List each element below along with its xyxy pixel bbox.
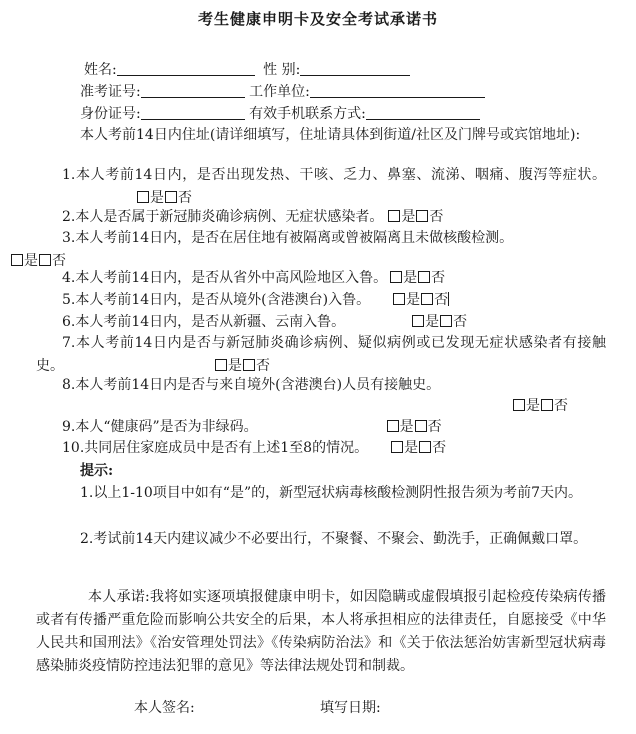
- no-checkbox[interactable]: [418, 271, 430, 283]
- item-8-text: 8.本人考前14日内是否与来自境外(含港澳台)人员有接触史。: [62, 377, 441, 393]
- gender-label: 性 别:: [263, 62, 301, 78]
- address-intro: 本人考前14日内住址(请详细填写，住址请具体到街道/社区及门牌号或宾馆地址):: [80, 127, 581, 143]
- id-card-field[interactable]: [141, 105, 245, 120]
- yes-checkbox[interactable]: [412, 315, 424, 327]
- work-unit-label: 工作单位:: [249, 84, 310, 100]
- yes-label: 是: [403, 270, 418, 286]
- signature-label: 本人签名:: [134, 700, 195, 716]
- exam-id-label: 准考证号:: [80, 84, 141, 100]
- no-label: 否: [431, 270, 446, 286]
- item-6: [62, 312, 467, 332]
- no-checkbox[interactable]: [416, 210, 428, 222]
- yes-label: 是: [425, 314, 440, 330]
- item-1-choices: [136, 190, 192, 206]
- no-checkbox[interactable]: [415, 420, 427, 432]
- no-label: 否: [427, 419, 442, 435]
- no-checkbox[interactable]: [541, 399, 553, 411]
- no-label: 否: [554, 398, 568, 414]
- item-10: [62, 438, 446, 458]
- item-4: [62, 268, 445, 288]
- yes-checkbox[interactable]: [215, 359, 227, 371]
- gender-field[interactable]: [300, 61, 410, 76]
- id-card-label: 身份证号:: [80, 106, 141, 122]
- no-label: 否: [434, 292, 449, 308]
- yes-label: 是: [399, 419, 414, 435]
- item-4-text: 4.本人考前14日内，是否从省外中高风险地区入鲁。: [62, 270, 388, 286]
- pledge-text: 本人承诺:我将如实逐项填报健康申明卡，如因隐瞒或虚假填报引起检疫传染病传播或者有传播严重危险而影响公共安全的后果，本人将承担相应的法律责任，自愿接受《中华人民共和国刑法》《治安管理处罚法》《传染病防治法》和《关于依法惩治妨害新型冠状病毒感染肺炎疫情防控违法犯罪的意见》等法律法规处罚和制裁。: [36, 589, 606, 674]
- item-2: [62, 207, 443, 227]
- no-label: 否: [432, 440, 447, 456]
- yes-checkbox[interactable]: [393, 293, 405, 305]
- no-checkbox[interactable]: [39, 254, 51, 266]
- no-checkbox[interactable]: [243, 359, 255, 371]
- yes-checkbox[interactable]: [390, 271, 402, 283]
- text-cursor: [448, 292, 449, 306]
- no-checkbox[interactable]: [440, 315, 452, 327]
- name-field[interactable]: [117, 61, 255, 76]
- yes-label: 是: [401, 209, 416, 225]
- yes-checkbox[interactable]: [137, 191, 149, 203]
- tip-1: 1.以上1-10项目中如有“是”的，新型冠状病毒核酸检测阴性报告须为考前7天内。: [80, 485, 583, 501]
- item-6-text: 6.本人考前14日内，是否从新疆、云南入鲁。: [62, 314, 346, 330]
- item-1-text: 1.本人考前14日内，是否出现发热、干咳、乏力、鼻塞、流涕、咽痛、腹泻等症状。: [62, 167, 606, 183]
- tips-title: 提示:: [80, 463, 114, 479]
- yes-label: 是: [24, 253, 38, 269]
- no-checkbox[interactable]: [421, 293, 433, 305]
- item-2-text: 2.本人是否属于新冠肺炎确诊病例、无症状感染者。: [62, 209, 384, 225]
- item-8-choices: [512, 396, 568, 416]
- item-5-text: 5.本人考前14日内，是否从境外(含港澳台)入鲁。: [62, 292, 371, 308]
- no-label: 否: [256, 358, 270, 374]
- name-label: 姓名:: [84, 62, 117, 78]
- item-3: [24, 227, 606, 273]
- item-7-text: 7.本人考前14日内是否与新冠肺炎确诊病例、疑似病例或已发现无症状感染者有接触史。: [36, 335, 606, 374]
- no-checkbox[interactable]: [419, 441, 431, 453]
- id-card-row: [80, 104, 480, 124]
- item-9: [62, 417, 442, 437]
- exam-id-field[interactable]: [141, 83, 245, 98]
- yes-checkbox[interactable]: [11, 254, 23, 266]
- yes-checkbox[interactable]: [388, 210, 400, 222]
- yes-label: 是: [406, 292, 421, 308]
- item-7: [36, 332, 606, 378]
- item-10-text: 10.共同居住家庭成员中是否有上述1至8的情况。: [62, 440, 369, 456]
- work-unit-field[interactable]: [310, 83, 485, 98]
- item-3-text: 3.本人考前14日内，是否在居住地有被隔离或曾被隔离且未做核酸检测。: [62, 230, 514, 246]
- yes-label: 是: [150, 190, 164, 206]
- yes-label: 是: [526, 398, 540, 414]
- item-1: [36, 164, 606, 210]
- phone-field[interactable]: [366, 105, 480, 120]
- no-label: 否: [453, 314, 468, 330]
- no-label: 否: [178, 190, 192, 206]
- yes-checkbox[interactable]: [513, 399, 525, 411]
- document-title: 考生健康申明卡及安全考试承诺书: [197, 10, 438, 28]
- no-checkbox[interactable]: [165, 191, 177, 203]
- tip-2: 2.考试前14天内建议减少不必要出行，不聚餐、不聚会、勤洗手，正确佩戴口罩。: [80, 531, 588, 547]
- no-label: 否: [52, 253, 66, 269]
- item-8: [62, 375, 440, 395]
- yes-checkbox[interactable]: [387, 420, 399, 432]
- exam-id-row: [80, 82, 485, 102]
- item-5: [62, 290, 449, 310]
- no-label: 否: [429, 209, 444, 225]
- phone-label: 有效手机联系方式:: [249, 106, 366, 122]
- yes-checkbox[interactable]: [391, 441, 403, 453]
- yes-label: 是: [228, 358, 242, 374]
- name-row: [84, 60, 410, 80]
- date-label: 填写日期:: [320, 700, 381, 716]
- item-9-text: 9.本人“健康码”是否为非绿码。: [62, 419, 258, 435]
- yes-label: 是: [404, 440, 419, 456]
